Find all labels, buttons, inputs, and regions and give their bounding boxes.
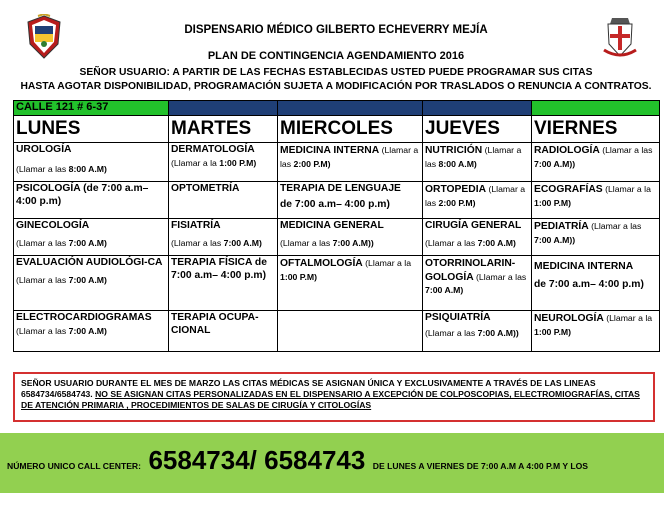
call-note: (Llamar a las: [16, 163, 69, 174]
specialty-name: TERAPIA OCUPA-CIONAL: [171, 311, 259, 336]
address-band-row: [14, 101, 660, 116]
call-time: 7:00 A.M): [425, 285, 464, 296]
specialty-name: DERMATOLOGÍA: [171, 143, 255, 155]
call-time: 7:00 A.M)): [477, 327, 519, 338]
call-note: (Llamar a las: [599, 144, 653, 155]
call-time: 8:00 A.M): [68, 163, 107, 174]
page-title: DISPENSARIO MÉDICO GILBERTO ECHEVERRY MEJÍA: [184, 24, 488, 36]
specialty-cell: [532, 181, 660, 218]
call-note: (Llamar a las: [425, 237, 478, 248]
call-note: (Llamar a las: [280, 237, 333, 248]
specialty-name: ELECTROCARDIOGRAMAS: [16, 311, 152, 323]
specialty-cell: [532, 218, 660, 255]
specialty-cell: [532, 142, 660, 181]
call-center-banner: [0, 433, 664, 493]
specialty-cell: [169, 181, 278, 218]
specialty-name: OFTALMOLOGÍA: [280, 257, 363, 269]
specialty-hours: de 7:00 a.m– 4:00 p.m): [280, 198, 390, 210]
call-time: 7:00 A.M): [477, 237, 516, 248]
specialty-hours: de 7:00 a.m– 4:00 p.m): [534, 278, 644, 290]
weekday-header-row: [14, 116, 660, 143]
specialty-name: OPTOMETRÍA: [171, 182, 240, 194]
day-header: MARTES: [169, 116, 278, 143]
call-center-hours: DE LUNES A VIERNES DE 7:00 A.M A 4:00 P.M Y LOS: [372, 461, 589, 471]
specialty-cell: [14, 218, 169, 255]
specialty-cell: [423, 142, 532, 181]
call-note: (Llamar a las: [425, 183, 526, 208]
band-cell: [532, 101, 660, 116]
call-time: 1:00 P.M): [280, 271, 318, 282]
specialty-cell: [278, 218, 423, 255]
call-note: (Llamar a las: [280, 144, 419, 169]
intro-notice-line-2: HASTA AGOTAR DISPONIBILIDAD, PROGRAMACIÓN SUJETA A MODIFICACIÓN POR TRASLADOS O RENUNCIA A CONTRATOS.: [20, 81, 652, 92]
day-header: LUNES: [14, 116, 169, 143]
call-time: 1:00 P.M): [534, 326, 572, 337]
call-time: 7:00 A.M): [223, 237, 262, 248]
schedule-row: [14, 142, 660, 181]
specialty-name: FISIATRÍA: [171, 219, 221, 231]
specialty-name: PSICOLOGÍA (de 7:00 a.m– 4:00 p.m): [16, 182, 149, 207]
call-note: (Llamar a las: [16, 274, 69, 285]
band-cell: [169, 101, 278, 116]
specialty-cell: [423, 310, 532, 351]
specialty-cell: [278, 255, 423, 310]
specialty-name: PSIQUIATRÍA: [425, 311, 491, 323]
specialty-name: ORTOPEDIA: [425, 183, 487, 195]
call-time: 7:00 A.M)): [332, 237, 374, 248]
call-note: (Llamar a las: [16, 237, 69, 248]
specialty-name: NEUROLOGÍA: [534, 312, 604, 324]
specialty-cell: [278, 142, 423, 181]
specialty-name: OTORRINOLARIN-GOLOGÍA: [425, 257, 516, 283]
band-cell: [423, 101, 532, 116]
call-note: (Llamar a las: [473, 271, 527, 282]
call-note: (Llamar a las: [16, 325, 69, 336]
specialty-name: EVALUACIÓN AUDIOLÓGI-CA: [16, 256, 163, 268]
specialty-cell: [169, 255, 278, 310]
call-center-label: NÚMERO UNICO CALL CENTER:: [7, 461, 141, 471]
specialty-cell: [169, 218, 278, 255]
specialty-name: UROLOGÍA: [16, 143, 72, 155]
call-time: 7:00 A.M): [68, 325, 107, 336]
schedule-row: [14, 255, 660, 310]
specialty-cell: [423, 255, 532, 310]
day-header: JUEVES: [423, 116, 532, 143]
specialty-cell: [423, 181, 532, 218]
specialty-cell: [278, 181, 423, 218]
specialty-name: TERAPIA FÍSICA de 7:00 a.m– 4:00 p.m): [171, 256, 267, 281]
specialty-cell: [169, 310, 278, 351]
specialty-cell: [14, 181, 169, 218]
call-time: 7:00 A.M): [68, 274, 107, 285]
call-note: (Llamar a la: [171, 157, 220, 168]
specialty-name: MEDICINA INTERNA: [534, 260, 634, 272]
notice-text: SEÑOR USUARIO DURANTE EL MES DE MARZO LAS CITAS MÉDICAS SE ASIGNAN ÚNICA Y EXCLUSIVAMENTE A TRAVÉS DE LAS LINEAS 6584734/6584743.: [21, 378, 596, 400]
specialty-name: MEDICINA GENERAL: [280, 219, 384, 231]
call-time: 2:00 P.M): [438, 197, 476, 208]
call-note: (Llamar a la: [603, 312, 653, 323]
specialty-cell: [14, 142, 169, 181]
call-time: 1:00 P.M): [219, 157, 257, 168]
schedule-row: [14, 310, 660, 351]
specialty-name: RADIOLOGÍA: [534, 144, 600, 156]
specialty-name: NUTRICIÓN: [425, 144, 483, 156]
call-note: (Llamar a las: [588, 220, 642, 231]
call-time: 1:00 P.M): [534, 197, 572, 208]
notice-underlined-text: NO SE ASIGNAN CITAS PERSONALIZADAS EN EL DISPENSARIO A EXCEPCIÓN DE COLPOSCOPIAS, ELECTROMIOGRAFÍAS, CITAS DE ATENCIÓN PRIMARIA , PROCEDIMIENTOS DE SALAS DE CIRUGÍA Y CITOLOGÍAS: [21, 389, 640, 411]
call-time: 7:00 A.M)): [534, 158, 576, 169]
call-time: 7:00 A.M): [68, 237, 107, 248]
march-notice-box: [13, 372, 655, 422]
call-center-row: [7, 445, 588, 476]
intro-notice-line-1: SEÑOR USUARIO: A PARTIR DE LAS FECHAS ESTABLECIDAS USTED PUEDE PROGRAMAR SUS CITAS: [79, 67, 593, 78]
call-note: (Llamar a la: [362, 257, 412, 268]
specialty-cell: [423, 218, 532, 255]
specialty-name: ECOGRAFÍAS: [534, 183, 603, 195]
page-subtitle: PLAN DE CONTINGENCIA AGENDAMIENTO 2016: [207, 50, 465, 62]
specialty-name: GINECOLOGÍA: [16, 219, 90, 231]
call-center-number: 6584734/ 6584743: [148, 445, 366, 475]
call-time: 7:00 A.M)): [534, 234, 576, 245]
specialty-name: CIRUGÍA GENERAL: [425, 219, 522, 231]
schedule-row: [14, 181, 660, 218]
specialty-cell: [532, 310, 660, 351]
empty-cell: [278, 310, 423, 351]
specialty-cell: [14, 255, 169, 310]
band-cell: [278, 101, 423, 116]
specialty-cell: [169, 142, 278, 181]
specialty-name: MEDICINA INTERNA: [280, 144, 380, 156]
schedule-row: [14, 218, 660, 255]
call-note: (Llamar a la: [602, 183, 651, 194]
address-cell: CALLE 121 # 6-37: [14, 101, 169, 116]
specialty-name: TERAPIA DE LENGUAJE: [280, 182, 401, 194]
day-header: VIERNES: [532, 116, 660, 143]
day-header: MIERCOLES: [278, 116, 423, 143]
call-note: (Llamar a las: [425, 327, 478, 338]
call-note: (Llamar a las: [425, 144, 522, 169]
specialty-name: PEDIATRÍA: [534, 220, 589, 232]
call-time: 2:00 P.M): [293, 158, 331, 169]
call-note: (Llamar a las: [171, 237, 224, 248]
call-time: 8:00 A.M): [438, 158, 477, 169]
schedule-table: [13, 100, 660, 352]
specialty-cell: [14, 310, 169, 351]
specialty-cell: [532, 255, 660, 310]
